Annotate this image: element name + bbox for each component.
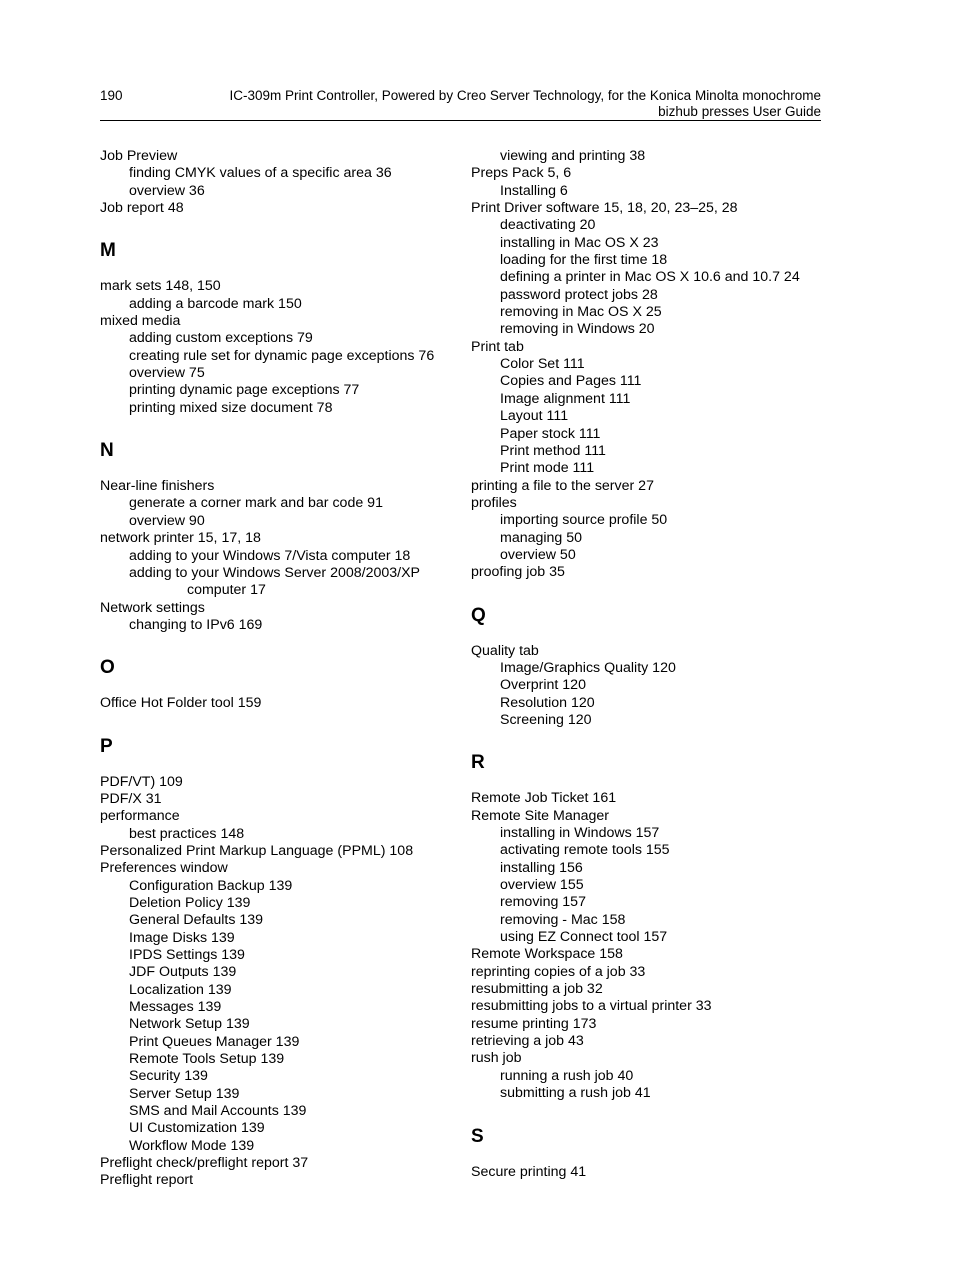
index-subentry: deactivating 20 — [500, 217, 596, 234]
index-subentry: loading for the first time 18 — [500, 252, 668, 269]
index-section-letter: O — [100, 657, 115, 679]
document-title-line-1: IC-309m Print Controller, Powered by Creo Server Technology, for the Konica Minolta monochrome — [229, 88, 821, 103]
index-subentry: adding a barcode mark 150 — [129, 295, 302, 312]
index-subentry: Image alignment 111 — [500, 390, 631, 407]
index-entry: resume printing 173 — [471, 1015, 597, 1032]
index-section-letter: S — [471, 1125, 484, 1147]
index-subentry: Remote Tools Setup 139 — [129, 1051, 285, 1068]
index-subentry: Localization 139 — [129, 981, 232, 998]
index-entry: Job report 48 — [100, 200, 184, 217]
index-subentry: removing in Windows 20 — [500, 321, 655, 338]
index-subentry: overview 50 — [500, 546, 576, 563]
document-title-line-2: bizhub presses User Guide — [658, 104, 821, 119]
index-section-letter: N — [100, 440, 114, 462]
index-subentry: installing in Mac OS X 23 — [500, 234, 659, 251]
index-column-left — [100, 148, 460, 1190]
index-subentry: computer 17 — [187, 582, 266, 599]
index-subentry: submitting a rush job 41 — [500, 1085, 651, 1102]
index-entry: resubmitting a job 32 — [471, 981, 603, 998]
index-subentry: overview 90 — [129, 512, 205, 529]
index-subentry: using EZ Connect tool 157 — [500, 929, 668, 946]
index-subentry: creating rule set for dynamic page exceptions 76 — [129, 347, 435, 364]
index-subentry: IPDS Settings 139 — [129, 947, 245, 963]
index-entry: reprinting copies of a job 33 — [471, 963, 646, 980]
index-subentry: Messages 139 — [129, 999, 222, 1016]
index-subentry: Layout 111 — [500, 408, 569, 425]
index-subentry: Screening 120 — [500, 711, 592, 728]
index-subentry: defining a printer in Mac OS X 10.6 and 10.7 24 — [500, 269, 800, 286]
index-section-letter: P — [100, 735, 113, 757]
index-subentry: removing in Mac OS X 25 — [500, 304, 662, 321]
index-entry: profiles — [471, 494, 517, 511]
page-header — [100, 88, 821, 120]
index-entry: Network settings — [100, 599, 205, 616]
index-entry: retrieving a job 43 — [471, 1033, 584, 1050]
index-subentry: activating remote tools 155 — [500, 842, 670, 859]
index-subentry: Image Disks 139 — [129, 929, 235, 946]
document-title — [229, 88, 821, 120]
index-entry: Office Hot Folder tool 159 — [100, 695, 262, 712]
index-entry: Near-line finishers — [100, 478, 215, 495]
index-subentry: Print method 111 — [500, 442, 606, 459]
index-section-letter: Q — [471, 604, 486, 626]
index-subentry: printing dynamic page exceptions 77 — [129, 382, 360, 399]
index-subentry: SMS and Mail Accounts 139 — [129, 1103, 307, 1120]
index-entry: proofing job 35 — [471, 564, 565, 581]
index-subentry: Configuration Backup 139 — [129, 877, 293, 894]
index-entry: Remote Site Manager — [471, 807, 610, 824]
index-subentry: Print mode 111 — [500, 460, 595, 477]
index-entry: Personalized Print Markup Language (PPML) 108 — [100, 842, 414, 859]
index-subentry: generate a corner mark and bar code 91 — [129, 495, 383, 512]
index-subentry: Copies and Pages 111 — [500, 373, 642, 390]
index-subentry: Overprint 120 — [500, 677, 586, 694]
index-subentry: Image/Graphics Quality 120 — [500, 659, 676, 676]
index-entry: rush job — [471, 1050, 522, 1067]
index-column-right — [471, 148, 831, 1181]
index-subentry: Security 139 — [129, 1068, 208, 1085]
index-subentry: running a rush job 40 — [500, 1067, 634, 1084]
index-subentry: best practices 148 — [129, 825, 245, 842]
index-entry: PDF/VT) 109 — [100, 773, 183, 790]
index-subentry: UI Customization 139 — [129, 1120, 265, 1137]
index-entry: PDF/X 31 — [100, 790, 162, 807]
index-subentry: finding CMYK values of a specific area 36 — [129, 165, 392, 182]
index-entry: Preferences window — [100, 860, 228, 877]
index-entry: performance — [100, 808, 180, 825]
index-entry: mark sets 148, 150 — [100, 278, 221, 295]
index-subentry: Paper stock 111 — [500, 425, 601, 442]
index-entry: mixed media — [100, 313, 181, 330]
index-subentry: installing 156 — [500, 859, 583, 876]
index-entry: Print Driver software 15, 18, 20, 23–25, 28 — [471, 200, 738, 217]
index-entry: Quality tab — [471, 642, 539, 659]
index-entry: Preps Pack 5, 6 — [471, 165, 572, 182]
index-subentry: viewing and printing 38 — [500, 148, 646, 164]
index-subentry: adding to your Windows 7/Vista computer 18 — [129, 547, 411, 564]
index-subentry: Server Setup 139 — [129, 1085, 240, 1102]
index-subentry: Network Setup 139 — [129, 1016, 250, 1033]
index-subentry: Resolution 120 — [500, 694, 595, 711]
index-subentry: overview 75 — [129, 365, 205, 382]
header-rule — [100, 120, 821, 121]
index-entry: Remote Workspace 158 — [471, 946, 623, 963]
index-entry: network printer 15, 17, 18 — [100, 530, 261, 547]
index-section-letter: R — [471, 752, 485, 774]
index-entry: Preflight check/preflight report 37 — [100, 1155, 309, 1172]
index-subentry: removing 157 — [500, 894, 586, 911]
index-section-letter: M — [100, 240, 116, 262]
index-subentry: password protect jobs 28 — [500, 286, 658, 303]
index-entry: resubmitting jobs to a virtual printer 33 — [471, 998, 712, 1015]
index-entry: Preflight report — [100, 1172, 194, 1189]
index-subentry: adding to your Windows Server 2008/2003/XP — [129, 564, 421, 581]
index-subentry: importing source profile 50 — [500, 512, 668, 529]
index-entry: Secure printing 41 — [471, 1163, 587, 1180]
index-subentry: JDF Outputs 139 — [129, 964, 237, 981]
index-subentry: overview 155 — [500, 877, 584, 894]
index-subentry: removing - Mac 158 — [500, 911, 626, 928]
index-entry: Remote Job Ticket 161 — [471, 790, 617, 807]
index-subentry: Color Set 111 — [500, 356, 585, 373]
index-subentry: Installing 6 — [500, 182, 568, 199]
index-entry: Print tab — [471, 338, 524, 355]
index-subentry: printing mixed size document 78 — [129, 399, 333, 416]
index-subentry: managing 50 — [500, 529, 583, 546]
index-subentry: General Defaults 139 — [129, 912, 264, 929]
index-entry: printing a file to the server 27 — [471, 477, 654, 494]
index-subentry: Print Queues Manager 139 — [129, 1033, 300, 1050]
index-subentry: Workflow Mode 139 — [129, 1137, 255, 1154]
index-subentry: adding custom exceptions 79 — [129, 330, 313, 347]
page-number: 190 — [100, 88, 123, 103]
index-subentry: installing in Windows 157 — [500, 825, 660, 841]
index-subentry: changing to IPv6 169 — [129, 616, 263, 633]
index-subentry: Deletion Policy 139 — [129, 894, 251, 911]
index-subentry: overview 36 — [129, 182, 205, 199]
index-entry: Job Preview — [100, 148, 178, 164]
